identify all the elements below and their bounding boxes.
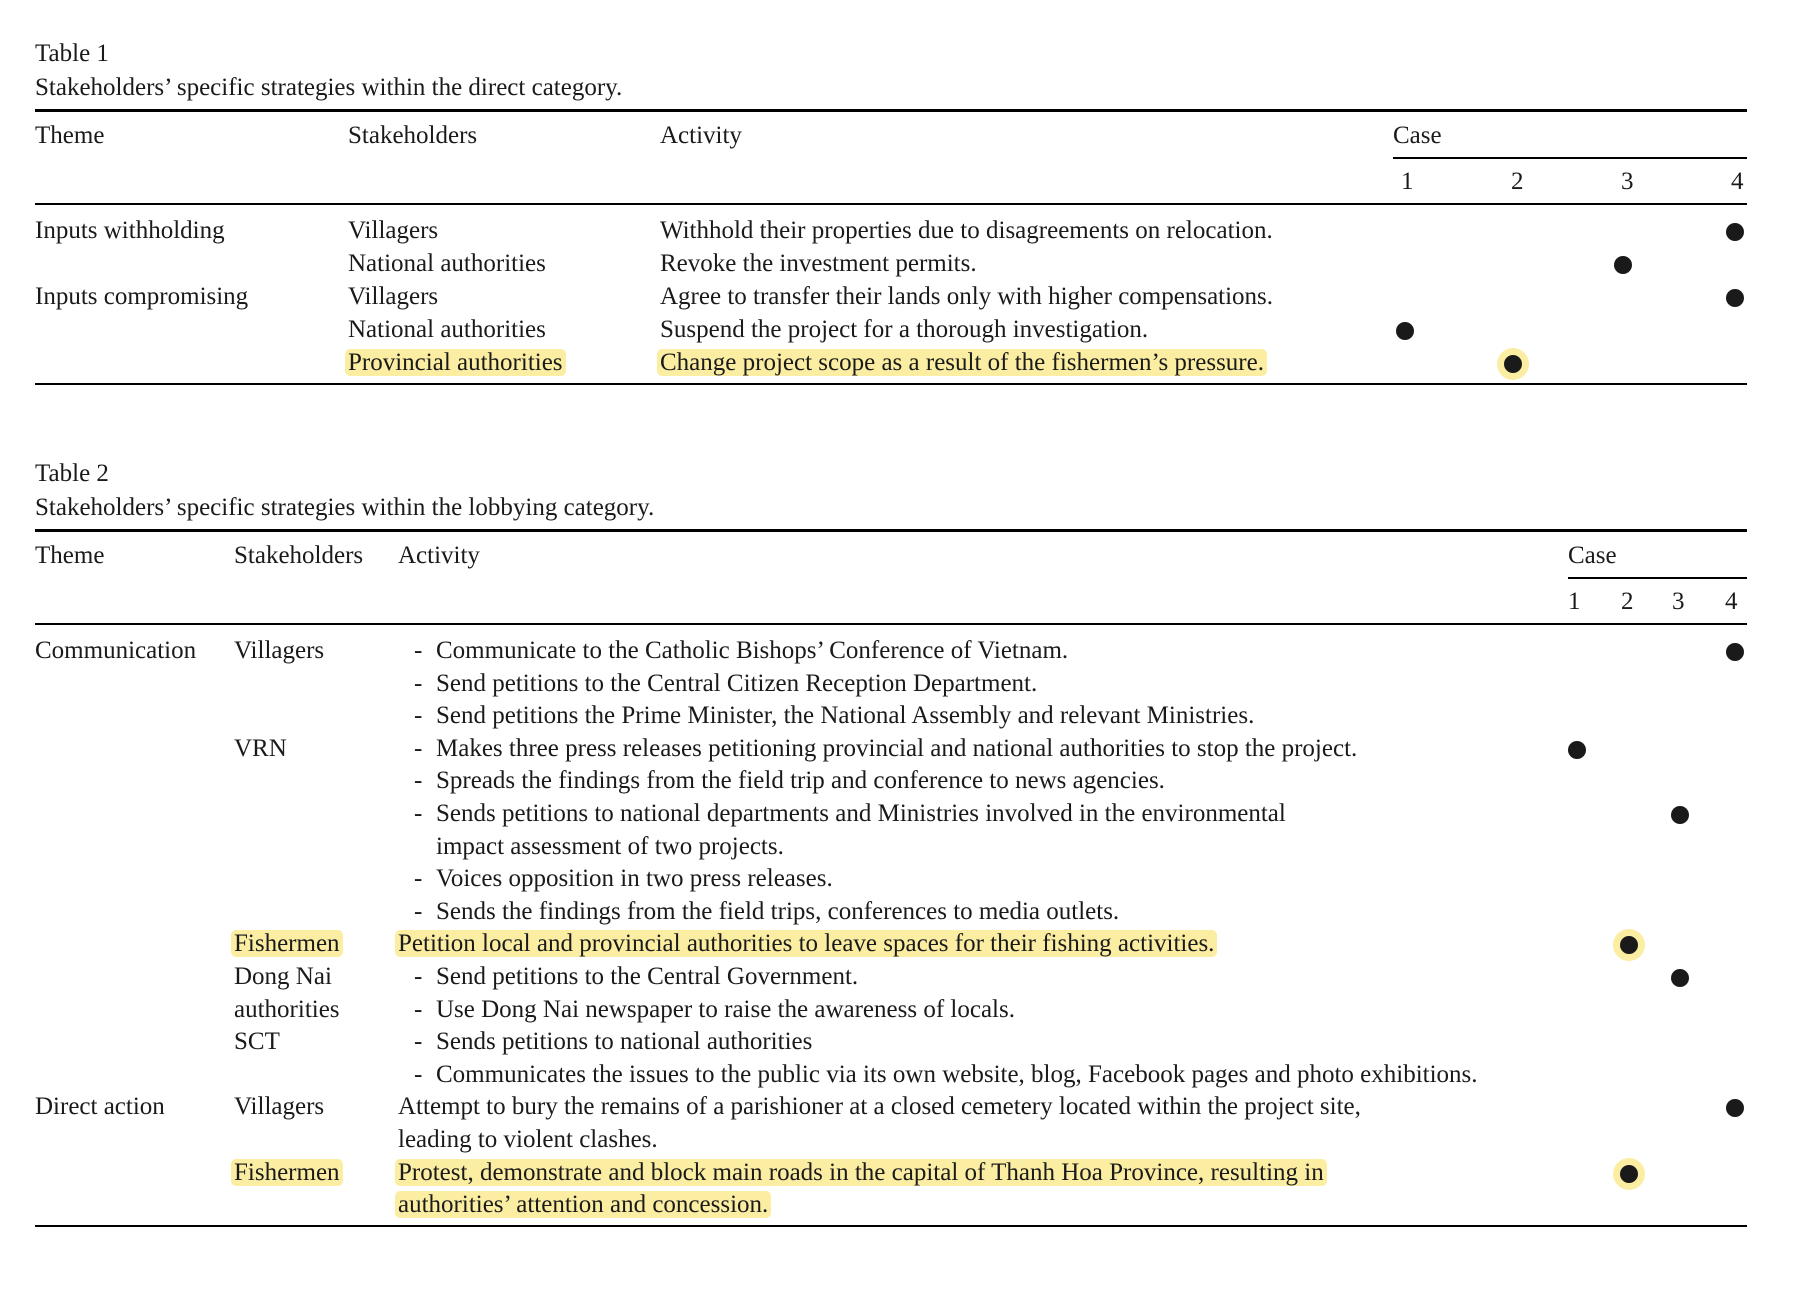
list-dash: -	[414, 767, 423, 794]
activity-cell	[436, 798, 1286, 830]
case-3-marker	[1671, 969, 1689, 987]
list-dash: -	[414, 1061, 423, 1088]
case-number-2-text: 2	[1621, 588, 1634, 615]
stakeholder-cell-text: Villagers	[348, 217, 439, 244]
table-1-caption-text: Stakeholders’ specific strategies within the direct category.	[35, 74, 623, 101]
activity-cell-text: Sends the findings from the field trips, conferences to media outlets.	[436, 898, 1120, 925]
stakeholder-cell-text: Villagers	[348, 283, 439, 310]
stakeholder-cell	[234, 961, 332, 993]
table-1-caption	[35, 72, 622, 104]
activity-cell-text: Revoke the investment permits.	[660, 250, 977, 277]
activity-cell	[436, 831, 784, 863]
stakeholder-cell	[234, 1091, 324, 1123]
stakeholder-cell-text: SCT	[234, 1028, 280, 1055]
activity-cell-text: authorities’ attention and concession.	[395, 1191, 771, 1218]
activity-cell	[398, 1157, 1327, 1189]
activity-cell	[436, 994, 1015, 1026]
theme-cell-text: Inputs withholding	[35, 217, 225, 244]
case-number-4	[1725, 586, 1738, 618]
stakeholder-cell-text: VRN	[234, 735, 287, 762]
header-stakeholders-text: Stakeholders	[348, 122, 478, 149]
activity-cell-text: Suspend the project for a thorough investigation.	[660, 316, 1149, 343]
table-2-case-rule	[1568, 577, 1747, 579]
case-3-marker	[1671, 806, 1689, 824]
activity-cell	[660, 215, 1273, 247]
header-theme-text: Theme	[35, 542, 105, 569]
activity-cell	[436, 896, 1119, 928]
activity-cell-text: Voices opposition in two press releases.	[436, 865, 833, 892]
stakeholder-cell-text: National authorities	[348, 316, 546, 343]
activity-cell-text: impact assessment of two projects.	[436, 833, 784, 860]
list-dash: -	[414, 963, 423, 990]
activity-cell	[436, 1026, 812, 1058]
activity-cell	[436, 765, 1165, 797]
stakeholder-cell-text: Fishermen	[231, 930, 343, 957]
case-number-4-text: 4	[1725, 588, 1738, 615]
stakeholder-cell	[234, 1157, 343, 1189]
activity-cell	[436, 863, 833, 895]
activity-cell	[436, 733, 1357, 765]
header-activity-text: Activity	[398, 542, 480, 569]
table-1-label-text: Table 1	[35, 40, 109, 67]
activity-cell-text: Communicate to the Catholic Bishops’ Conference of Vietnam.	[436, 637, 1069, 664]
activity-cell	[436, 635, 1068, 667]
stakeholder-cell-text: authorities	[234, 996, 340, 1023]
activity-cell-text: Communicates the issues to the public via its own website, blog, Facebook pages and photo exhibitions.	[436, 1061, 1478, 1088]
table-1-bottom-rule	[35, 383, 1747, 385]
stakeholder-cell	[234, 994, 340, 1026]
stakeholder-cell-text: Fishermen	[231, 1159, 343, 1186]
case-number-3-text: 3	[1672, 588, 1685, 615]
activity-cell-text: Protest, demonstrate and block main roads in the capital of Thanh Hoa Province, resulting in	[395, 1159, 1327, 1186]
table-2-top-rule	[35, 529, 1747, 532]
list-dash: -	[414, 800, 423, 827]
header-activity	[660, 120, 742, 152]
activity-cell-text: Send petitions the Prime Minister, the National Assembly and relevant Ministries.	[436, 702, 1255, 729]
header-activity-text: Activity	[660, 122, 742, 149]
theme-cell	[35, 1091, 165, 1123]
list-dash: -	[414, 670, 423, 697]
stakeholder-cell	[234, 928, 343, 960]
activity-cell-text: Withhold their properties due to disagreements on relocation.	[660, 217, 1273, 244]
list-dash: -	[414, 996, 423, 1023]
table-2-label-text: Table 2	[35, 460, 109, 487]
case-number-1-text: 1	[1401, 168, 1414, 195]
list-dash: -	[414, 865, 423, 892]
header-case-text: Case	[1568, 542, 1617, 569]
activity-cell-text: Change project scope as a result of the fishermen’s pressure.	[657, 349, 1267, 376]
list-dash: -	[414, 702, 423, 729]
activity-cell-text: Spreads the findings from the field trip and conference to news agencies.	[436, 767, 1165, 794]
header-stakeholders	[234, 540, 363, 572]
theme-cell	[35, 281, 248, 313]
theme-cell	[35, 635, 196, 667]
activity-cell-text: leading to violent clashes.	[398, 1126, 658, 1153]
case-4-marker	[1726, 289, 1744, 307]
list-dash: -	[414, 898, 423, 925]
header-theme-text: Theme	[35, 122, 105, 149]
stakeholder-cell	[348, 281, 438, 313]
case-4-marker	[1726, 1099, 1744, 1117]
stakeholder-cell-text: Dong Nai	[234, 963, 332, 990]
activity-cell	[398, 1189, 771, 1221]
case-number-1-text: 1	[1568, 588, 1581, 615]
header-activity	[398, 540, 480, 572]
activity-cell	[660, 248, 977, 280]
list-dash: -	[414, 637, 423, 664]
list-dash: -	[414, 1028, 423, 1055]
table-2-header-rule	[35, 623, 1747, 625]
theme-cell-text: Communication	[35, 637, 197, 664]
case-number-2-text: 2	[1511, 168, 1524, 195]
list-dash: -	[414, 735, 423, 762]
case-2-marker	[1620, 1165, 1638, 1183]
activity-cell	[398, 928, 1217, 960]
case-number-4	[1731, 166, 1744, 198]
activity-cell	[436, 668, 1037, 700]
theme-cell-text: Inputs compromising	[35, 283, 249, 310]
case-number-1	[1568, 586, 1581, 618]
case-number-2	[1621, 586, 1634, 618]
case-number-3	[1621, 166, 1634, 198]
table-2-caption-text: Stakeholders’ specific strategies within the lobbying category.	[35, 494, 655, 521]
stakeholder-cell-text: Villagers	[234, 1093, 325, 1120]
case-number-1	[1401, 166, 1414, 198]
header-case	[1568, 540, 1617, 572]
case-4-marker	[1726, 223, 1744, 241]
table-2-label	[35, 458, 109, 490]
stakeholder-cell	[234, 1026, 280, 1058]
header-theme	[35, 120, 104, 152]
activity-cell	[660, 281, 1273, 313]
case-2-marker	[1504, 355, 1522, 373]
header-theme	[35, 540, 104, 572]
activity-cell-text: Makes three press releases petitioning provincial and national authorities to stop the project.	[436, 735, 1358, 762]
header-stakeholders-text: Stakeholders	[234, 542, 364, 569]
table-1-header-rule	[35, 203, 1747, 205]
case-3-marker	[1614, 256, 1632, 274]
case-number-2	[1511, 166, 1524, 198]
stakeholder-cell-text: National authorities	[348, 250, 546, 277]
theme-cell-text: Direct action	[35, 1093, 165, 1120]
table-1-case-rule	[1393, 157, 1747, 159]
activity-cell-text: Send petitions to the Central Government.	[436, 963, 859, 990]
stakeholder-cell	[348, 314, 546, 346]
activity-cell	[660, 314, 1148, 346]
activity-cell-text: Sends petitions to national departments and Ministries involved in the environmental	[436, 800, 1286, 827]
activity-cell	[436, 961, 858, 993]
case-number-4-text: 4	[1731, 168, 1744, 195]
activity-cell-text: Agree to transfer their lands only with higher compensations.	[660, 283, 1274, 310]
activity-cell-text: Sends petitions to national authorities	[436, 1028, 813, 1055]
activity-cell-text: Send petitions to the Central Citizen Reception Department.	[436, 670, 1038, 697]
activity-cell	[398, 1124, 658, 1156]
table-1-label	[35, 38, 109, 70]
header-case	[1393, 120, 1442, 152]
case-1-marker	[1396, 322, 1414, 340]
table-1-top-rule	[35, 109, 1747, 112]
activity-cell	[398, 1091, 1361, 1123]
header-case-text: Case	[1393, 122, 1442, 149]
activity-cell-text: Attempt to bury the remains of a parishioner at a closed cemetery located within the project site,	[398, 1093, 1361, 1120]
stakeholder-cell	[234, 733, 287, 765]
stakeholder-cell	[348, 347, 566, 379]
case-2-marker	[1620, 936, 1638, 954]
stakeholder-cell-text: Provincial authorities	[345, 349, 566, 376]
case-4-marker	[1726, 643, 1744, 661]
activity-cell	[436, 1059, 1478, 1091]
activity-cell-text: Use Dong Nai newspaper to raise the awareness of locals.	[436, 996, 1015, 1023]
stakeholder-cell-text: Villagers	[234, 637, 325, 664]
theme-cell	[35, 215, 225, 247]
activity-cell	[436, 700, 1254, 732]
header-stakeholders	[348, 120, 477, 152]
activity-cell-text: Petition local and provincial authorities to leave spaces for their fishing activities.	[395, 930, 1217, 957]
case-1-marker	[1568, 741, 1586, 759]
stakeholder-cell	[348, 248, 546, 280]
case-number-3-text: 3	[1621, 168, 1634, 195]
table-2-caption	[35, 492, 654, 524]
activity-cell	[660, 347, 1267, 379]
stakeholder-cell	[234, 635, 324, 667]
case-number-3	[1672, 586, 1685, 618]
stakeholder-cell	[348, 215, 438, 247]
table-2-bottom-rule	[35, 1225, 1747, 1227]
